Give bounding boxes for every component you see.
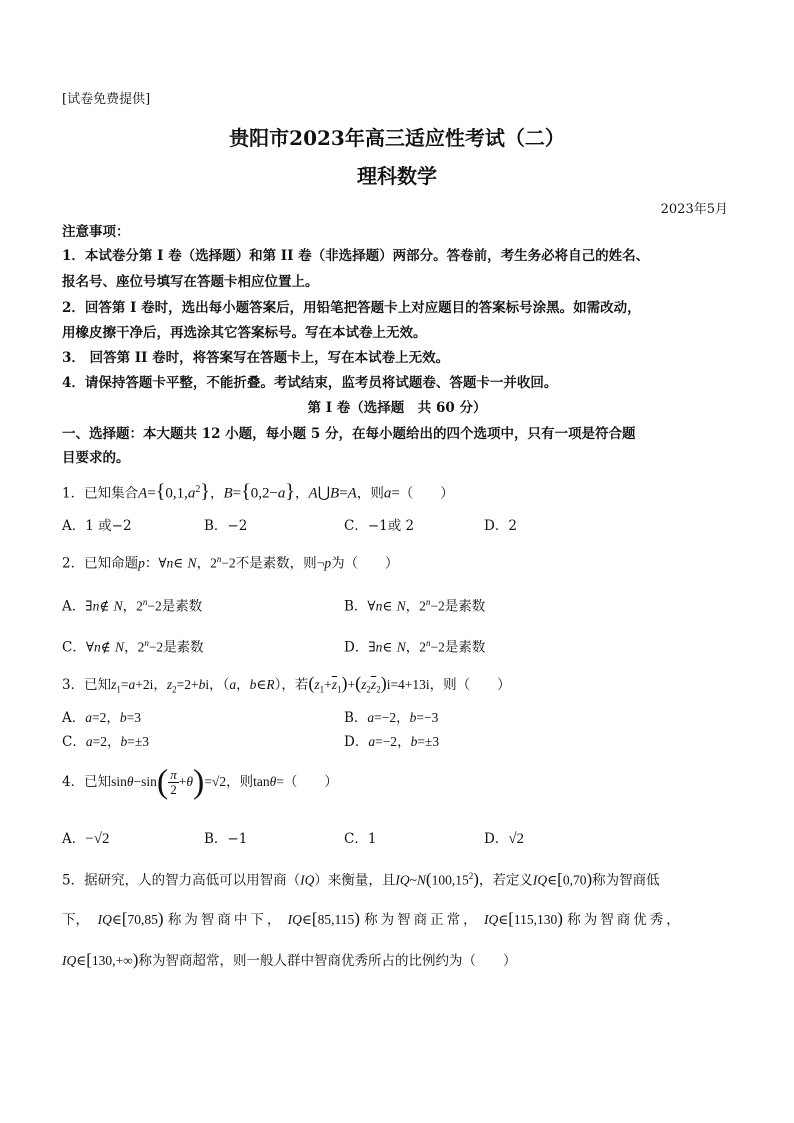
header-note: [试卷免费提供] <box>62 92 151 107</box>
question-5-line: 5．据研究，人的智力高低可以用智商（IQ）来衡量，且IQ~N(100,15$^2$)，若定义IQ∈[0,70)称为智商低 <box>62 869 660 889</box>
part-heading: 目要求的。 <box>62 450 130 466</box>
note-line: 4．请保持答题卡平整，不能折叠。考试结束，监考员将试题卷、答题卡一并收回。 <box>62 375 558 391</box>
fraction: $\frac{\pi}{2}$ <box>170 767 177 797</box>
option-b: B．∀n∈ N，$2^n-2$是素数 <box>344 597 486 615</box>
exam-date: 2023年5月 <box>660 202 728 217</box>
option-d: D．√2 <box>484 831 525 847</box>
option-a: A．1 或−2 <box>62 518 132 534</box>
note-line: 用橡皮擦干净后，再选涂其它答案标号。写在本试卷上无效。 <box>62 325 427 341</box>
option-b: B．a=−2，b=−3 <box>344 710 439 726</box>
question-5-line: 下， IQ∈[70,85) 称为智商中下， IQ∈[85,115) 称为智商正常， IQ∈[115,130) 称为智商优秀， <box>62 909 683 928</box>
section-heading: 第 I 卷（选择题 共 60 分） <box>307 400 487 416</box>
option-d: D．∃n∈ N，$2^n-2$是素数 <box>344 638 486 656</box>
part-heading: 一、选择题：本大题共 12 小题，每小题 5 分，在每小题给出的四个选项中，只有一项是符合题 <box>62 426 636 442</box>
option-d: D．2 <box>484 518 517 534</box>
option-c: C．1 <box>344 831 377 847</box>
note-line: 报名号、座位号填写在答题卡相应位置上。 <box>62 274 319 290</box>
note-line: 3． 回答第 II 卷时，将答案写在答题卡上，写在本试卷上无效。 <box>62 350 450 366</box>
notes-heading: 注意事项： <box>62 224 130 240</box>
note-line: 2．回答第 I 卷时，选出每小题答案后，用铅笔把答题卡上对应题目的答案标号涂黑。如需改动， <box>62 300 641 316</box>
option-b: B．−2 <box>204 518 248 534</box>
note-line: 1．本试卷分第 I 卷（选择题）和第 II 卷（非选择题）两部分。答卷前，考生务必将自己的姓名、 <box>62 248 650 264</box>
option-a: A．a=2，b=3 <box>62 710 141 726</box>
option-b: B．−1 <box>204 831 248 847</box>
option-c: C．a=2，b=±3 <box>62 734 149 750</box>
option-c: C．∀n∉ N，$2^n-2$是素数 <box>62 638 204 656</box>
question-5-line: IQ∈[130,+∞)称为智商超常，则一般人群中智商优秀所占的比例约为（ ） <box>62 950 517 969</box>
page-title: 贵阳市2023年高三适应性考试（二） <box>229 126 565 150</box>
question-4-stem: 4．已知sinθ−sin( $\frac{\pi}{2}$ +θ)=√2，则tanθ=（ ） <box>62 763 338 801</box>
question-2-stem: 2．已知命题p：∀n∈ N，$2^n-2$不是素数，则¬p为（ ） <box>62 554 399 572</box>
page-subtitle: 理科数学 <box>357 164 437 188</box>
option-d: D．a=−2，b=±3 <box>344 734 440 750</box>
option-c: C．−1或 2 <box>344 518 415 534</box>
option-a: A．−√2 <box>62 831 110 847</box>
question-1-stem: 1．已知集合$A=\{0,1,a^2\}$，B={0,2−a}，A⋃B=A，则a=（ ） <box>62 480 454 503</box>
option-a: A．∃n∉ N，$2^n-2$是素数 <box>62 597 203 615</box>
question-3-stem: 3．已知$z_1=a+2i$，$z_2=2+bi$，（a，b∈R），若$(z_1+\overline{z}_1)+(z_2\overline{z}_2)i=4+13i$，则（ ） <box>62 673 511 695</box>
